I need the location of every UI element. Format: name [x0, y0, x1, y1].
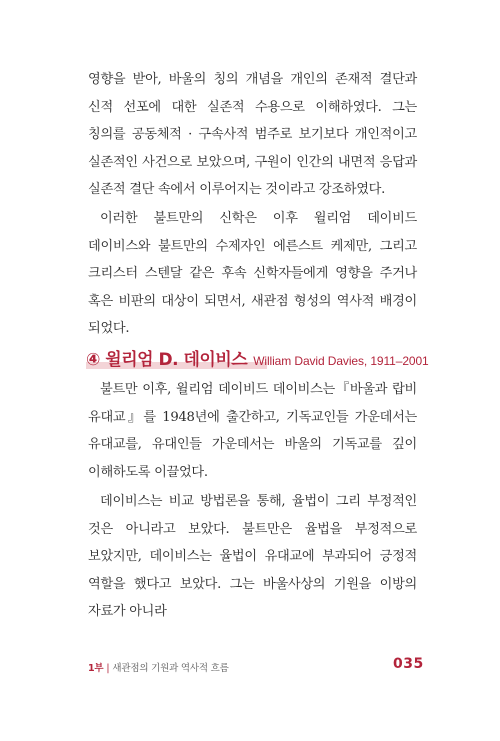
body-paragraph-3: 불트만 이후, 윌리엄 데이비드 데이비스는『바울과 랍비 유대교』를 1948년에 출간하고, 기독교인들 가운데서는 유대교를, 유대인들 가운데서는 바울의 기독교를 깊이 이해하도록 이끌었다. — [88, 382, 417, 480]
section-heading-title: ④ 윌리엄 D. 데이비스 — [86, 350, 248, 370]
footer-separator: | — [106, 663, 110, 674]
section-heading-subtitle: William David Davies, 1911–2001 — [253, 354, 429, 368]
body-paragraph-4: 데이비스는 비교 방법론을 통해, 율법이 그리 부정적인 것은 아니라고 보았다. 불트만은 율법을 부정적으로 보았지만, 데이비스는 율법이 유대교에 부과되어 긍정적 역할을 했다고 보았다. 그는 바울사상의 기원을 이방의 자료가 아니라 — [88, 494, 417, 620]
section-heading — [86, 345, 429, 371]
footer-chapter-title: 새관점의 기원과 역사적 흐름 — [112, 663, 229, 674]
body-paragraph-2: 이러한 불트만의 신학은 이후 윌리엄 데이비드 데이비스와 불트만의 수제자인 에른스트 케제만, 그리고 크리스터 스텐달 같은 후속 신학자들에게 영향을 주거나 혹은 비판의 대상이 되면서, 새관점 형성의 역사적 배경이 되었다. — [88, 211, 417, 337]
footer-part-label: 1부 — [88, 663, 104, 674]
running-footer — [88, 660, 229, 674]
page-number: 035 — [393, 656, 424, 672]
body-paragraph-1: 영향을 받아, 바울의 칭의 개념을 개인의 존재적 결단과 신적 선포에 대한 실존적 수용으로 이해하였다. 그는 칭의를 공동체적 · 구속사적 범주로 보기보다 개인적이고 실존적인 사건으로 보았으며, 구원이 인간의 내면적 응답과 실존적 결단 속에서 이루어지는 것이라고 강조하였다. — [88, 72, 417, 198]
